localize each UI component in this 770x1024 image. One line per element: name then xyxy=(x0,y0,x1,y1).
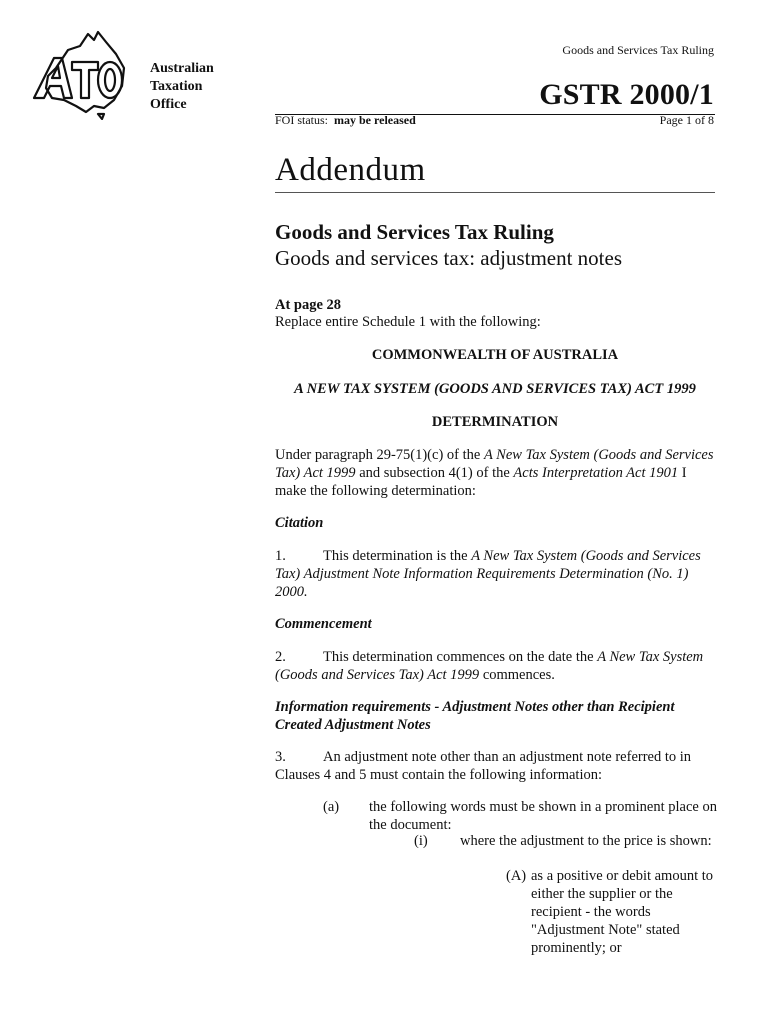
under-text-2: and subsection 4(1) of the xyxy=(355,465,514,481)
item-A-label: (A) xyxy=(506,868,527,884)
item-i-label: (i) xyxy=(414,833,428,849)
under-text-3: I make the following determination: xyxy=(275,465,687,499)
clause-2 xyxy=(275,648,720,684)
addendum-divider xyxy=(275,192,715,193)
info-requirements-heading: Information requirements - Adjustment Notes other than Recipient Created Adjustment Notes xyxy=(275,699,675,733)
org-line-1: Australian xyxy=(150,61,214,76)
ruling-series: Goods and Services Tax Ruling xyxy=(562,43,714,57)
item-A-text: as a positive or debit amount to either the supplier or the recipient - the words "Adjustment Note" stated prominently; or xyxy=(531,868,714,956)
ruling-number: GSTR 2000/1 xyxy=(539,78,714,111)
ato-logo-icon xyxy=(28,28,138,120)
item-a-text: the following words must be shown in a prominent place on the document: xyxy=(369,799,717,833)
clause-2-text-1: This determination commences on the date the xyxy=(323,649,598,665)
organisation-name xyxy=(150,60,214,114)
act-heading: A NEW TAX SYSTEM (GOODS AND SERVICES TAX) ACT 1999 xyxy=(294,381,696,397)
clause-1-number: 1. xyxy=(275,548,286,564)
org-line-2: Taxation xyxy=(150,79,203,94)
org-line-3: Office xyxy=(150,97,187,112)
under-paragraph xyxy=(275,446,720,500)
clause-1 xyxy=(275,547,720,601)
at-page: At page 28 xyxy=(275,297,342,313)
under-text-1: Under paragraph 29-75(1)(c) of the xyxy=(275,447,484,463)
commencement-heading: Commencement xyxy=(275,616,372,632)
page-indicator: Page 1 of 8 xyxy=(659,113,714,127)
item-a-label: (a) xyxy=(323,799,340,815)
clause-3-number: 3. xyxy=(275,749,286,765)
addendum-heading: Addendum xyxy=(275,152,426,188)
clause-2-number: 2. xyxy=(275,649,286,665)
document-subtitle: Goods and services tax: adjustment notes xyxy=(275,246,623,270)
clause-1-title: A New Tax System (Goods and Services Tax) Adjustment Note Information Requirements Determination (No. 1) 2000. xyxy=(275,548,701,600)
act-name-2: Acts Interpretation Act 1901 xyxy=(513,465,679,481)
clause-3-text: An adjustment note other than an adjustment note referred to in Clauses 4 and 5 must contain the following information: xyxy=(275,749,692,783)
clause-3 xyxy=(275,748,720,784)
clause-2-text-2: commences. xyxy=(479,667,555,683)
document-title: Goods and Services Tax Ruling xyxy=(275,220,554,244)
clause-1-text: This determination is the xyxy=(323,548,472,564)
act-name-1: A New Tax System (Goods and Services Tax) Act 1999 xyxy=(275,447,714,481)
citation-heading: Citation xyxy=(275,515,324,531)
clause-2-act: A New Tax System (Goods and Services Tax) Act 1999 xyxy=(275,649,704,683)
replace-instruction: Replace entire Schedule 1 with the following: xyxy=(275,314,541,330)
foi-value: may be released xyxy=(334,113,416,127)
determination-heading: DETERMINATION xyxy=(431,414,559,430)
commonwealth-heading: COMMONWEALTH OF AUSTRALIA xyxy=(371,347,619,363)
foi-status xyxy=(275,113,416,128)
foi-label: FOI status: xyxy=(275,113,329,127)
item-i-text: where the adjustment to the price is shown: xyxy=(460,833,712,849)
